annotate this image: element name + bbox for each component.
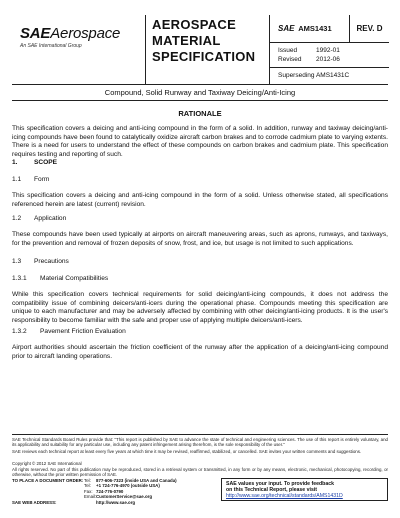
document-header (12, 15, 388, 84)
section-1-3-heading (12, 258, 69, 267)
footer-divider (12, 434, 388, 435)
revision-label: REV. D (349, 15, 389, 43)
revised-label: Revised (278, 56, 302, 63)
section-1-3-2-paragraph: Airport authorities should ascertain the friction coefficient of the runway after the application of a deicing/anti-icing compound prior to aircraft landing operations. (12, 344, 388, 360)
section-1-3-1-paragraph: While this specification covers technical requirements for solid deicing/anti-icing compounds, it does not address the compatibility issue of combining deicers/anti-icers during the operational phase. Compounds meeting this specification are unique to each manufacturer and may be adversely affected by combining with other deicing/anti-icing products. It is the user's responsibility to become familiar with the safe and proper use of applying multiple deicers/anti-icers. (12, 291, 388, 324)
section-number: 1. (12, 159, 18, 166)
section-1-heading (12, 159, 57, 168)
document-number (278, 24, 332, 33)
revised-date: 2012-06 (316, 56, 340, 63)
title-line-2: MATERIAL (152, 33, 221, 48)
section-1-2-paragraph: These compounds have been used typically at airports on aircraft maneuvering areas, such as aprons, runways, and taxiways, for the prevention and removal of frozen deposits of snow, frost, and ice, but usage is not limited to such applications. (12, 231, 388, 247)
document-body (12, 109, 388, 432)
document-subject: Compound, Solid Runway and Taxiway Deicing/Anti-Icing (12, 84, 388, 101)
title-line-1: AEROSPACE (152, 17, 237, 32)
section-number: 1.3.1 (12, 275, 27, 282)
doc-prefix: SAE (278, 24, 295, 33)
feedback-box (221, 478, 388, 501)
document-metadata (269, 15, 388, 84)
section-1-1-heading (12, 176, 49, 185)
supersedes-note: Superseding AMS1431C (270, 67, 389, 79)
section-1-2-heading (12, 215, 66, 224)
fax-value: 724-776-0790 (96, 488, 124, 494)
section-title: Material Compatibilities (40, 275, 109, 282)
title-line-3: SPECIFICATION (152, 49, 256, 64)
feedback-link[interactable]: http://www.sae.org/technical/standards/AMS1431D (226, 493, 343, 500)
issued-date: 1992-01 (316, 47, 340, 54)
tel2-key: Tel: (84, 483, 91, 489)
feedback-line-2: on this Technical Report, please visit (226, 487, 317, 494)
web-link[interactable]: http://www.sae.org (96, 499, 136, 505)
email-link[interactable]: CustomerService@sae.org (96, 494, 153, 500)
logo-brand: SAE (20, 25, 51, 42)
tel-value: 877-606-7323 (inside USA and Canada) (96, 478, 177, 483)
section-number: 1.1 (12, 176, 22, 183)
section-title: Precautions (34, 258, 69, 265)
section-title: Pavement Friction Evaluation (40, 328, 126, 335)
section-number: 1.3.2 (12, 328, 27, 335)
issue-dates (278, 46, 340, 64)
rights-notice: All rights reserved. No part of this publication may be reproduced, stored in a retrieval system or transmitted, in any form or by any means, electronic, mechanical, photocopying, recording, or otherwise, without the prior written permission of SAE. (12, 467, 388, 478)
rationale-heading: RATIONALE (178, 109, 222, 118)
email-key: Email: (84, 494, 97, 500)
copyright-notice: Copyright © 2012 SAE International (12, 461, 82, 466)
order-label: TO PLACE A DOCUMENT ORDER: (12, 478, 84, 483)
tel2-value: +1 724-776-4970 (outside USA) (96, 483, 160, 489)
logo-subtitle: An SAE International Group (20, 43, 82, 49)
fax-key: Fax: (84, 488, 93, 494)
standards-board-notice: SAE Technical Standards Board Rules provide that: "This report is published by SAE to advance the state of technical and engineering sciences. The use of this report is entirely voluntary, and its applicability and suitability for any particular use, including any patent infringement arising therefrom, is the sole responsibility of the user." (12, 437, 388, 448)
tel-key: Tel: (84, 478, 91, 483)
feedback-line-1: SAE values your input. To provide feedback (226, 481, 334, 487)
sae-aerospace-logo (20, 26, 143, 49)
section-title: Application (34, 215, 67, 222)
section-title: SCOPE (34, 159, 58, 166)
issued-label: Issued (278, 47, 298, 54)
section-1-1-paragraph: This specification covers a deicing and anti-icing compound in the form of a solid. Unless otherwise stated, all specifications referenced herein are latest (current) revision. (12, 192, 388, 208)
section-title: Form (34, 176, 50, 183)
section-number: 1.3 (12, 258, 22, 265)
document-type-title (145, 15, 269, 84)
section-1-3-2-heading (12, 328, 126, 337)
section-number: 1.2 (12, 215, 22, 222)
logo-word: Aerospace (50, 25, 121, 42)
review-notice: SAE reviews each technical report at least every five years at which time it may be revised, reaffirmed, stabilized, or cancelled. SAE invites your written comments and suggestions. (12, 449, 362, 454)
doc-number: AMS1431 (298, 24, 332, 33)
web-label: SAE WEB ADDRESS: (12, 499, 57, 505)
rationale-paragraph: This specification covers a deicing and anti-icing compound in the form of a solid. In addition, runway and taxiway deicing/anti-icing compounds have been found to catalytically oxidize aircraft carbon brakes and to corrode cadmium plate to varying extents. There is a need for users to understand the effect of these compounds on carbon brakes and cadmium plate. This specification requires testing and reporting of such. (12, 125, 388, 158)
section-1-3-1-heading (12, 275, 108, 284)
order-contact-block (12, 478, 222, 512)
